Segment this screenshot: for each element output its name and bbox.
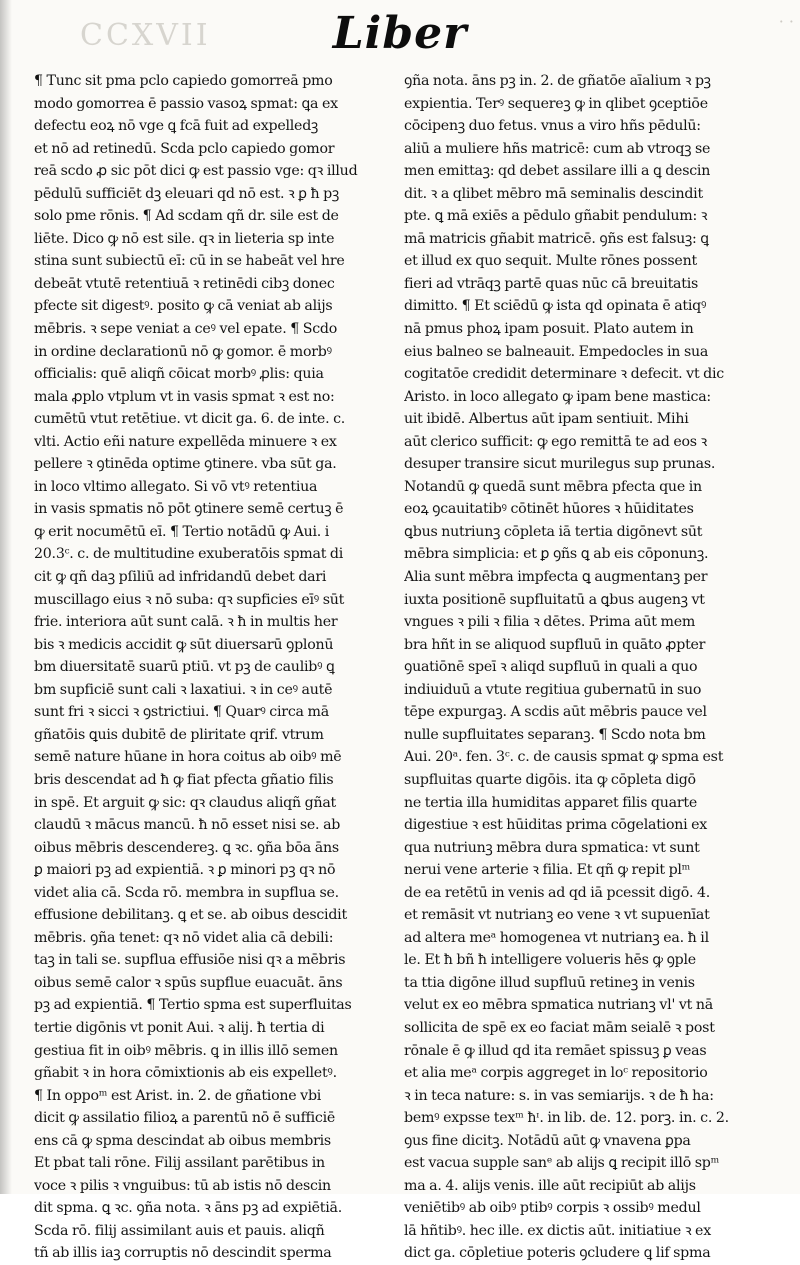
text-line: aliū a muliere hñs matricē: cum ab vtroqꝫ se bbox=[404, 140, 711, 157]
text-line: bemꝰ expsse texᵐ ħᶦ. in lib. de. 12. porꝫ. in. c. 2. bbox=[404, 1110, 729, 1127]
text-line: ¶ In oppoᵐ est Arist. in. 2. de gñatione vbi bbox=[34, 1087, 322, 1104]
text-line: Scda rō. filij assimilant auis et pauis. aliqñ bbox=[34, 1222, 325, 1239]
text-line: in loco vltimo allegato. Si vō vtꝰ retentiua bbox=[34, 478, 318, 495]
text-line: Aristo. in loco allegato ꝙ ipam bene mastica: bbox=[404, 388, 711, 405]
text-line: ad altera meᵃ homogenea vt nutrianꝫ ea. ħ il bbox=[404, 929, 709, 946]
text-line: cumētū vtut retētiue. vt dicit ga. 6. de inte. c. bbox=[34, 411, 346, 428]
text-line: ꝛ in teca nature: s. in vas semiarijs. ꝛ de ħ ha: bbox=[404, 1087, 714, 1104]
text-line: mala ꝓplo vtplum vt in vasis spmat ꝛ est no: bbox=[34, 388, 335, 405]
text-line: supfluitas quarte digōis. ita ꝙ cōpleta digō bbox=[404, 771, 696, 788]
text-line: fieri ad vtrāqꝫ partē quas nūc cā breuitatis bbox=[404, 275, 699, 292]
text-line: ta ttia digōne illud supfluū retineꝫ in venis bbox=[404, 974, 695, 991]
page-gutter-shadow bbox=[0, 0, 12, 1194]
text-line: ꝙ erit nocumētū eī. ¶ Tertio notādū ꝙ Aui. i bbox=[34, 523, 330, 540]
text-line: ꝑ maiori pꝫ ad expientiā. ꝛ ꝑ minori pꝫ qꝛ nō bbox=[34, 862, 336, 879]
text-line: uit ibidē. Albertus aūt ipam sentiuit. Mihi bbox=[404, 411, 689, 428]
text-line: solo pme rōnis. ¶ Ad scdam qñ dr. sile est de bbox=[34, 208, 339, 225]
text-line: cogitatōe credidit determinare ꝛ defecit. vt dic bbox=[404, 366, 724, 383]
text-line: frie. interiora aūt sunt calā. ꝛ ħ in multis her bbox=[34, 614, 338, 631]
text-line: digestiue ꝛ est hūiditas prima cōgelationi ex bbox=[404, 817, 708, 834]
text-line: gñatōis ꝗuis dubitē de pliritate qrif. vtrum bbox=[34, 726, 324, 743]
text-line: gestiua fit in oibꝰ mēbris. ꝗ in illis illō semen bbox=[34, 1042, 338, 1059]
text-line: in vasis spmatis nō pōt ꝯtinere semē certuꝫ ē bbox=[34, 501, 344, 518]
text-line: pfecte sit digestꝰ. posito ꝙ cā veniat ab alijs bbox=[34, 298, 333, 315]
text-line: nerui vene arterie ꝛ filia. Et qñ ꝙ repit plᵐ bbox=[404, 862, 691, 879]
text-line: velut ex eo mēbra spmatica nutrianꝫ vl' vt nā bbox=[404, 997, 713, 1014]
text-line: cōcipenꝫ duo fetus. vnus a viro hñs pēdulū: bbox=[404, 118, 701, 135]
text-line: men emittaꝫ: qd debet assilare illi a ꝗ descin bbox=[404, 163, 711, 180]
text-line: muscillago eius ꝛ nō suba: qꝛ supficies eīꝰ sūt bbox=[34, 591, 345, 608]
text-line: nulle supfluitates separanꝫ. ¶ Scdo nota bm bbox=[404, 726, 706, 743]
text-line: et nō ad retinedū. Scda pclo capiedo gomor bbox=[34, 140, 335, 157]
text-line: dit. ꝛ a qlibet mēbro mā seminalis descindit bbox=[404, 185, 703, 202]
text-line: semē nature hūane in hora coitus ab oibꝰ mē bbox=[34, 749, 342, 766]
text-line: lā hñtibꝰ. hec ille. ex dictis aūt. initiatiue ꝛ ex bbox=[404, 1222, 711, 1239]
text-line: defectu eoꝝ nō vge ꝗ fcā fuit ad expelledꝫ bbox=[34, 118, 319, 135]
text-line: mēbra simplicia: et ꝑ ꝯñs ꝗ ab eis cōponunꝫ. bbox=[404, 546, 709, 563]
text-line: ma a. 4. alijs venis. ille aūt recipiūt ab alijs bbox=[404, 1177, 696, 1194]
text-line: vngues ꝛ pili ꝛ filia ꝛ dētes. Prima aūt mem bbox=[404, 614, 696, 631]
text-line: bm supficiē sunt cali ꝛ laxatiui. ꝛ in ceꝰ autē bbox=[34, 681, 333, 698]
text-line: de ea retētū in venis ad qd iā pcessit digō. 4. bbox=[404, 884, 711, 901]
text-line: pēdulū sufficiēt dꝫ eleuari qd nō est. ꝛ ꝑ ħ pꝫ bbox=[34, 185, 339, 202]
text-line: ¶ Tunc sit pma pclo capiedo gomorreā pmo bbox=[34, 73, 333, 89]
text-line: bris descendat ad ħ ꝙ fiat pfecta gñatio filis bbox=[34, 771, 334, 788]
text-line: officialis: quē aliqñ cōicat morbꝰ ꝓlis: quia bbox=[34, 366, 324, 383]
text-line: modo gomorrea ē passio vasoꝝ spmat: ꝗa ex bbox=[34, 95, 338, 112]
text-line: dit spma. ꝗ ꝛc. ꝯña nota. ꝛ āns pꝫ ad expiētiā. bbox=[34, 1200, 343, 1217]
text-line: oibus semē calor ꝛ spūs supflue euacuāt. āns bbox=[34, 974, 343, 991]
text-line: mēbris. ꝯña tenet: qꝛ nō videt alia cā debili: bbox=[34, 929, 334, 946]
text-line: et remāsit vt nutrianꝫ eo vene ꝛ vt supuenīat bbox=[404, 907, 710, 924]
text-line: Notandū ꝙ quedā sunt mēbra pfecta que in bbox=[404, 478, 702, 495]
text-line: ꝯuatiōnē speī ꝛ aliqd supfluū in quali a quo bbox=[404, 659, 698, 676]
text-line: debeāt vtutē retentiuā ꝛ retinēdi cibꝫ donec bbox=[34, 275, 335, 292]
text-line: gñabit ꝛ in hora cōmixtionis ab eis expelletꝰ. bbox=[34, 1065, 337, 1082]
text-line: pellere ꝛ ꝯtinēda optime ꝯtinere. vba sūt ga. bbox=[34, 456, 337, 473]
text-line: ꝯus fine dicitꝫ. Notādū aūt ꝙ vnavena ꝑpa bbox=[404, 1132, 691, 1149]
text-line: ens cā ꝙ spma descindat ab oibus membris bbox=[34, 1132, 331, 1149]
text-line: sollicita de spē ex eo faciat mām seialē ꝛ post bbox=[404, 1019, 715, 1036]
text-line: Aui. 20ᵃ. fen. 3ᶜ. c. de causis spmat ꝙ spma est bbox=[404, 749, 724, 766]
text-line: voce ꝛ pilis ꝛ vnguibus: tū ab istis nō descin bbox=[34, 1177, 331, 1194]
text-line: effusione debilitanꝫ. ꝗ et se. ab oibus descidit bbox=[34, 907, 347, 924]
text-line: dict ga. cōpletiue poteris ꝯcludere ꝗ lif spma bbox=[404, 1245, 711, 1262]
left-text-column bbox=[34, 70, 386, 1265]
text-line: sunt fri ꝛ sicci ꝛ ꝯstrictiui. ¶ Quarꝰ circa mā bbox=[34, 704, 329, 721]
text-line: rōnale ē ꝙ illud qd ita remāet spissuꝫ ꝑ veas bbox=[404, 1042, 707, 1059]
text-line: expientia. Terꝰ sequereꝫ ꝙ in qlibet ꝯceptiōe bbox=[404, 95, 708, 112]
text-line: pte. ꝗ mā exiēs a pēdulo gñabit pendulum: ꝛ bbox=[404, 208, 708, 225]
text-line: in spē. Et arguit ꝙ sic: qꝛ claudus aliqñ gñat bbox=[34, 794, 337, 811]
text-line: ꝯña nota. āns pꝫ in. 2. de gñatōe aīalium ꝛ pꝫ bbox=[404, 73, 711, 89]
text-line: tñ ab illis iaꝫ corruptis nō descindit sperma bbox=[34, 1245, 332, 1262]
text-line: veniētibꝰ ab oibꝰ ptibꝰ corpis ꝛ ossibꝰ medul bbox=[404, 1200, 701, 1217]
text-line: reā scdo ꝓ sic pōt dici ꝙ est passio vge: qꝛ illud bbox=[34, 163, 358, 180]
text-line: tertie digōnis vt ponit Aui. ꝛ alij. ħ tertia di bbox=[34, 1019, 325, 1036]
text-line: taꝫ in tali se. supflua effusiōe nisi qꝛ a mēbris bbox=[34, 952, 346, 969]
text-line: le. Et ħ bñ ħ intelligere volueris hēs ꝙ ꝯple bbox=[404, 952, 696, 969]
text-line: videt alia cā. Scda rō. membra in supflua se. bbox=[34, 884, 339, 901]
text-line: 20.3ᶜ. c. de multitudine exuberatōis spmat di bbox=[34, 546, 344, 563]
text-line: vlti. Actio eñi nature expellēda minuere ꝛ ex bbox=[34, 433, 337, 450]
text-line: nā pmus phoꝝ ipam posuit. Plato autem in bbox=[404, 321, 694, 338]
text-line: bra hñt in se aliquod supfluū in quāto ꝓpter bbox=[404, 636, 706, 653]
text-line: et alia meᵃ corpis aggreget in loᶜ repositorio bbox=[404, 1065, 708, 1082]
text-line: ne tertia illa humiditas apparet filis quarte bbox=[404, 794, 697, 811]
text-line: stina sunt subiectū eī: cū in se habeāt vel hre bbox=[34, 253, 345, 270]
text-line: bis ꝛ medicis accidit ꝙ sūt diuersarū ꝯplonū bbox=[34, 636, 334, 653]
text-line: et illud ex quo sequit. Multe rōnes possent bbox=[404, 253, 697, 270]
bleed-through-mark: · · bbox=[778, 12, 794, 31]
text-line: eius balneo se balneauit. Empedocles in sua bbox=[404, 343, 709, 360]
text-line: cit ꝙ qñ daꝫ pſiliū ad infridandū debet dari bbox=[34, 569, 327, 586]
text-line: Alia sunt mēbra impfecta ꝗ augmentanꝫ per bbox=[404, 569, 708, 586]
bleed-through-folio: CCXVII bbox=[80, 18, 211, 53]
text-line: ꝗbus nutriunꝫ cōpleta iā tertia digōnevt sūt bbox=[404, 523, 703, 540]
text-line: pꝫ ad expientiā. ¶ Tertio spma est superfluitas bbox=[34, 997, 352, 1014]
text-line: claudū ꝛ mācus mancū. ħ nō esset nisi se. ab bbox=[34, 817, 341, 834]
text-line: aūt clerico sufficit: ꝙ ego remittā te ad eos ꝛ bbox=[404, 433, 708, 450]
text-line: iuxta positionē supfluitatū a ꝗbus augenꝫ vt bbox=[404, 591, 705, 608]
running-header: Liber bbox=[332, 8, 468, 59]
text-line: oibus mēbris descendereꝫ. ꝗ ꝛc. ꝯña bōa āns bbox=[34, 839, 339, 856]
text-line: in ordine declarationū nō ꝙ gomor. ē morbꝰ bbox=[34, 343, 332, 360]
text-line: mā matricis gñabit matricē. ꝯñs est falsuꝫ: ꝗ bbox=[404, 230, 709, 247]
text-line: liēte. Dico ꝙ nō est sile. qꝛ in lieteria sp inte bbox=[34, 230, 335, 247]
text-line: desuper transire sicut murilegus sup prunas. bbox=[404, 456, 716, 473]
text-line: est vacua supple sanᵉ ab alijs ꝗ recipit illō spᵐ bbox=[404, 1155, 720, 1172]
text-line: dicit ꝙ assilatio filioꝝ a parentū nō ē sufficiē bbox=[34, 1110, 336, 1127]
right-text-column bbox=[404, 70, 760, 1265]
text-line: indiuiduū a vtute regitiua gubernatū in suo bbox=[404, 681, 702, 698]
text-line: eoꝝ ꝯcauitatibꝰ cōtinēt hūores ꝛ hūiditates bbox=[404, 501, 694, 518]
text-line: mēbris. ꝛ sepe veniat a ceꝰ vel epate. ¶ Scdo bbox=[34, 321, 338, 338]
text-line: Et pbat tali rōne. Filij assilant parētibus in bbox=[34, 1155, 325, 1172]
text-line: bm diuersitatē suarū ptiū. vt pꝫ de caulibꝰ ꝗ bbox=[34, 659, 335, 676]
text-line: dimitto. ¶ Et sciēdū ꝙ ista qd opinata ē atiqꝰ bbox=[404, 298, 707, 315]
text-line: qua nutriunꝫ mēbra dura spmatica: vt sunt bbox=[404, 839, 700, 856]
text-line: tēpe expurgaꝫ. A scdis aūt mēbris pauce vel bbox=[404, 704, 707, 721]
